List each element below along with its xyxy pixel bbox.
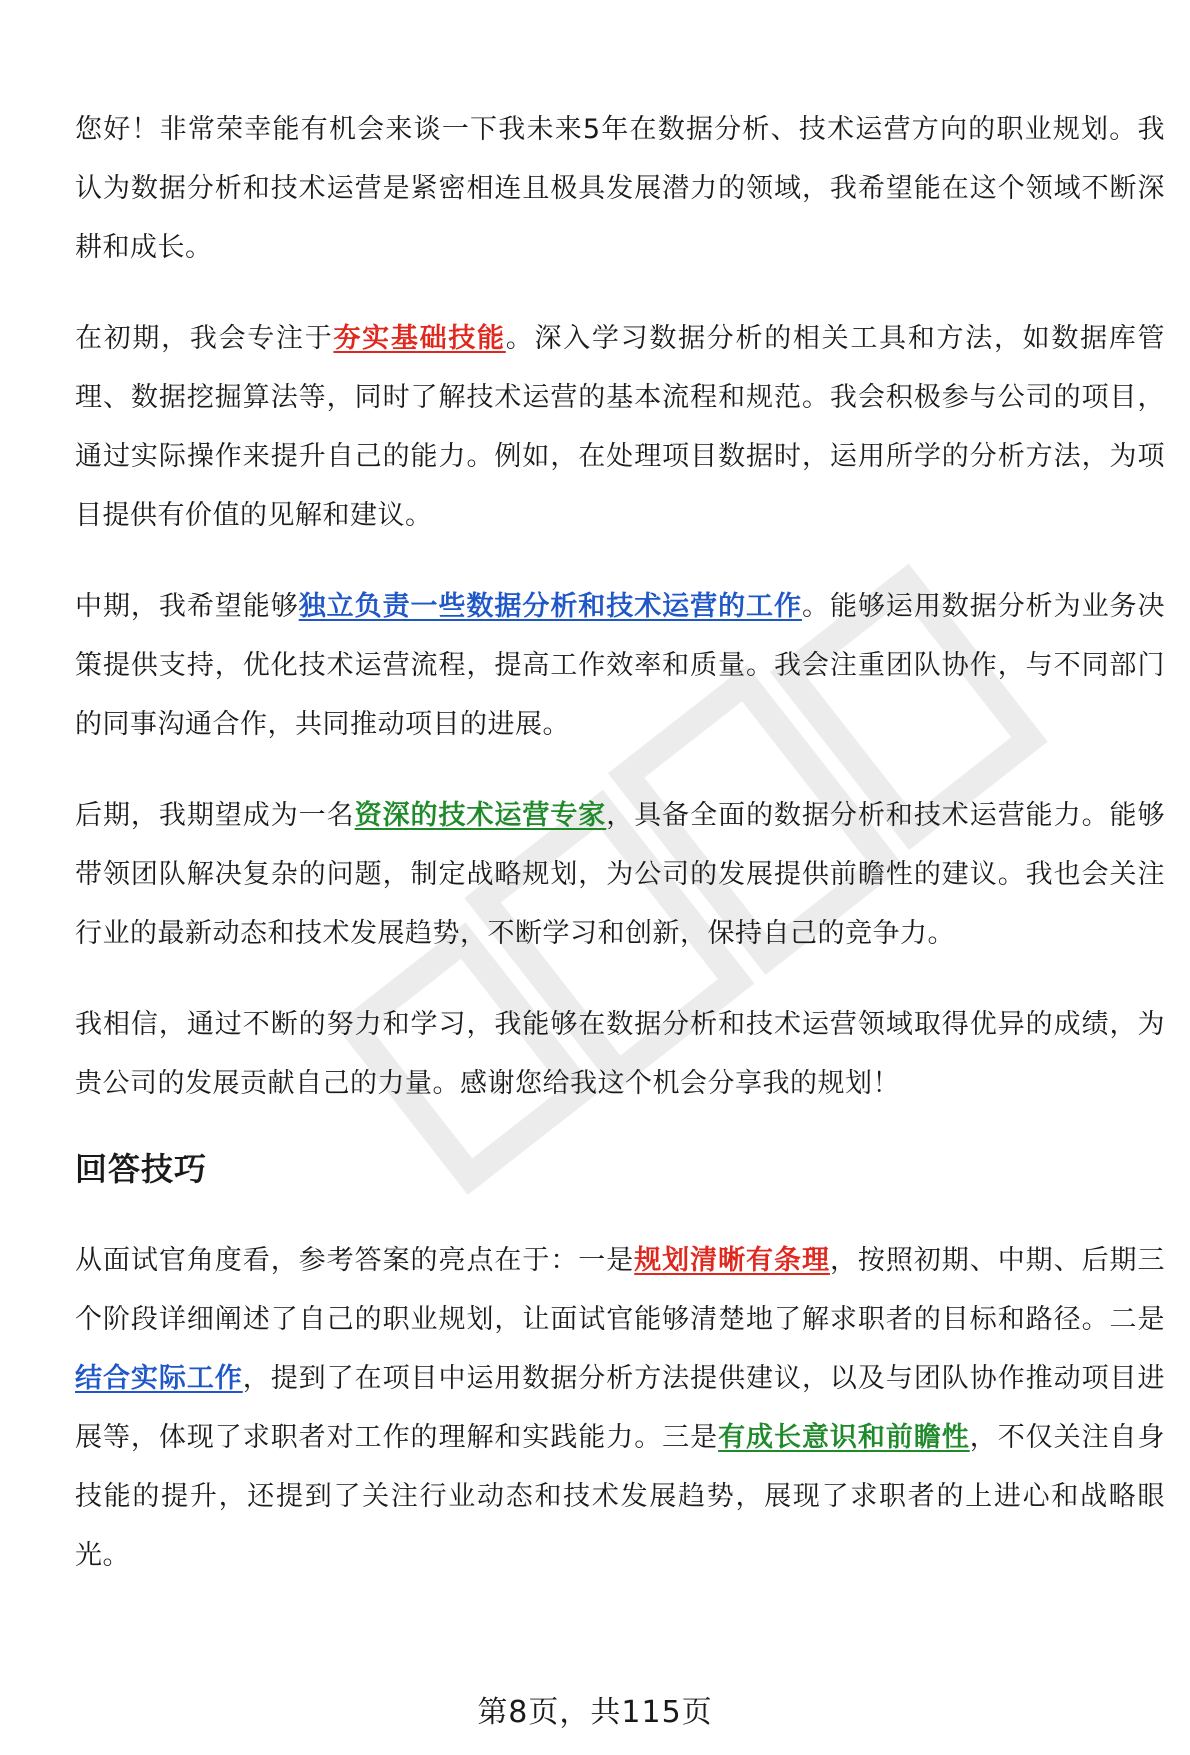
- highlight-blue: 结合实际工作: [75, 1363, 243, 1394]
- highlight-green: 有成长意识和前瞻性: [718, 1422, 970, 1453]
- highlight-green: 资深的技术运营专家: [354, 800, 607, 831]
- page-footer: 第8页，共115页: [477, 1695, 713, 1730]
- highlight-blue: 独立负责一些数据分析和技术运营的工作: [298, 591, 802, 622]
- paragraph-intro: 您好！非常荣幸能有机会来谈一下我未来5年在数据分析、技术运营方向的职业规划。我认为数据分析和技术运营是紧密相连且极具发展潜力的领域，我希望能在这个领域不断深耕和成长。: [75, 114, 1165, 263]
- section-heading: 回答技巧: [75, 1150, 208, 1188]
- paragraph-early-stage: 在初期，我会专注于夯实基础技能。深入学习数据分析的相关工具和方法，如数据库管理、数据挖掘算法等，同时了解技术运营的基本流程和规范。我会积极参与公司的项目，通过实际操作来提升自己的能力。例如，在处理项目数据时，运用所学的分析方法，为项目提供有价值的见解和建议。: [75, 323, 1166, 531]
- paragraph-tips: 从面试官角度看，参考答案的亮点在于：一是规划清晰有条理，按照初期、中期、后期三个阶段详细阐述了自己的职业规划，让面试官能够清楚地了解求职者的目标和路径。二是结合实际工作，提到了在项目中运用数据分析方法提供建议，以及与团队协作推动项目进展等，体现了求职者对工作的理解和实践能力。三是有成长意识和前瞻性，不仅关注自身技能的提升，还提到了关注行业动态和技术发展趋势，展现了求职者的上进心和战略眼光。: [75, 1245, 1166, 1571]
- document-body: [75, 100, 1165, 1617]
- paragraph-mid-stage: 中期，我希望能够独立负责一些数据分析和技术运营的工作。能够运用数据分析为业务决策提供支持，优化技术运营流程，提高工作效率和质量。我会注重团队协作，与不同部门的同事沟通合作，共同推动项目的进展。: [75, 591, 1166, 740]
- paragraph-closing: 我相信，通过不断的努力和学习，我能够在数据分析和技术运营领域取得优异的成绩，为贵公司的发展贡献自己的力量。感谢您给我这个机会分享我的规划！: [75, 1009, 1165, 1099]
- highlight-red: 夯实基础技能: [333, 323, 506, 354]
- paragraph-late-stage: 后期，我期望成为一名资深的技术运营专家，具备全面的数据分析和技术运营能力。能够带领团队解决复杂的问题，制定战略规划，为公司的发展提供前瞻性的建议。我也会关注行业的最新动态和技术发展趋势，不断学习和创新，保持自己的竞争力。: [75, 800, 1166, 949]
- highlight-red: 规划清晰有条理: [634, 1245, 830, 1276]
